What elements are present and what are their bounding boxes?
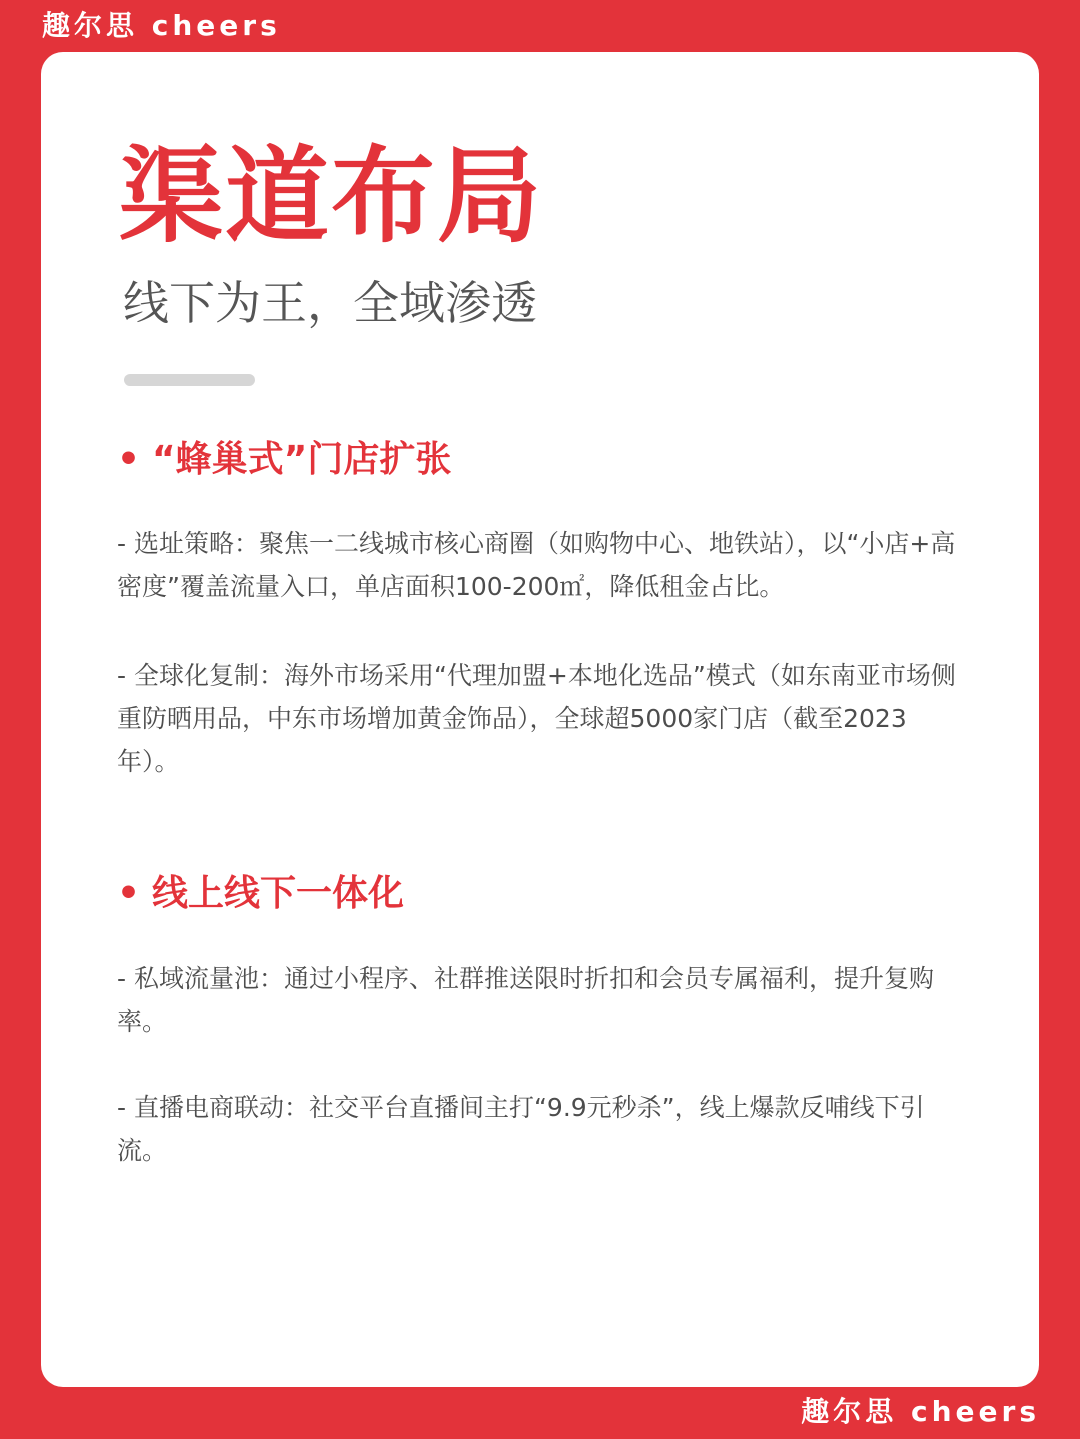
paragraph-site-selection: - 选址策略：聚焦一二线城市核心商圈（如购物中心、地铁站），以“小店+高密度”覆盖流量入口，单店面积100-200㎡，降低租金占比。	[117, 529, 956, 601]
brand-logo-top: 趣尔思 cheers	[42, 9, 281, 42]
paragraph-live-commerce: - 直播电商联动：社交平台直播间主打“9.9元秒杀”，线上爆款反哺线下引流。	[117, 1093, 925, 1165]
section-heading-omnichannel	[117, 872, 404, 915]
page-title: 渠道布局	[119, 135, 544, 257]
bullet-icon: •	[117, 439, 141, 480]
section-heading-store-expansion	[117, 438, 451, 481]
page-subtitle: 线下为王，全域渗透	[123, 276, 537, 330]
section-heading-text: 线上线下一体化	[152, 873, 405, 914]
divider	[124, 374, 255, 386]
paragraph-global-replication: - 全球化复制：海外市场采用“代理加盟+本地化选品”模式（如东南亚市场侧重防晒用品，中东市场增加黄金饰品），全球超5000家门店（截至2023年）。	[117, 661, 956, 776]
paragraph-private-traffic: - 私域流量池：通过小程序、社群推送限时折扣和会员专属福利，提升复购率。	[117, 964, 934, 1036]
section-heading-text: “蜂巢式”门店扩张	[152, 439, 452, 480]
brand-logo-bottom: 趣尔思 cheers	[801, 1395, 1040, 1428]
bullet-icon: •	[117, 873, 141, 914]
content-card	[41, 52, 1039, 1387]
